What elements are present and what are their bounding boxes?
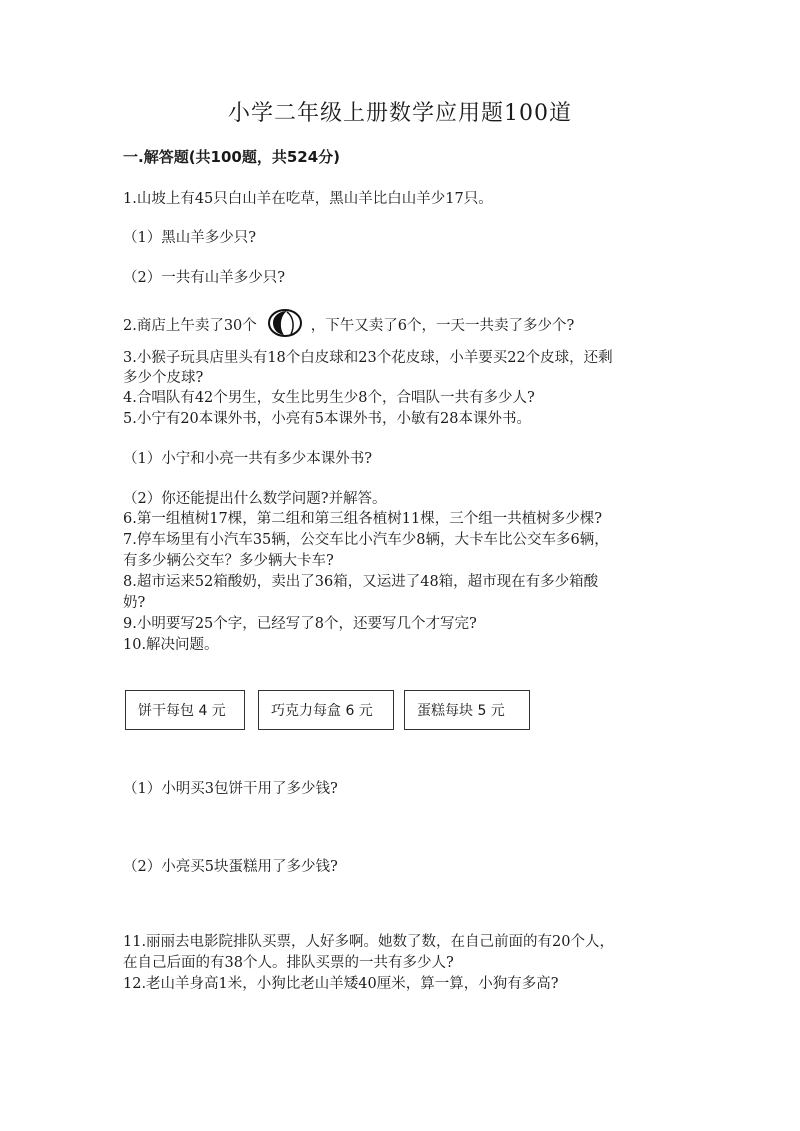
question-10: 10.解决问题。 [123, 637, 219, 653]
question-2-text-b: ，下午又卖了6个，一天一共卖了多少个? [310, 318, 575, 334]
question-1-part-2: （2）一共有山羊多少只? [123, 270, 285, 286]
question-11: 11.丽丽去电影院排队买票，人好多啊。她数了数，在自己前面的有20个人， [123, 934, 615, 950]
question-1-part-1: （1）黑山羊多少只? [123, 230, 256, 246]
question-4: 4.合唱队有42个男生，女生比男生少8个，合唱队一共有多少人? [123, 390, 535, 406]
question-1: 1.山坡上有45只白山羊在吃草，黑山羊比白山羊少17只。 [123, 191, 493, 207]
question-10-part-1: （1）小明买3包饼干用了多少钱? [123, 781, 338, 797]
question-8-cont: 奶? [123, 595, 146, 611]
melon-icon [267, 308, 303, 344]
price-box-cake: 蛋糕每块 5 元 [404, 690, 530, 730]
question-7-cont: 有多少辆公交车？多少辆大卡车? [123, 553, 334, 569]
question-12: 12.老山羊身高1米，小狗比老山羊矮40厘米，算一算，小狗有多高? [123, 976, 559, 992]
question-8: 8.超市运来52箱酸奶，卖出了36箱，又运进了48箱，超市现在有多少箱酸 [123, 574, 599, 590]
price-box-biscuit: 饼干每包 4 元 [125, 690, 245, 730]
question-11-cont: 在自己后面的有38个人。排队买票的一共有多少人? [123, 955, 454, 971]
question-7: 7.停车场里有小汽车35辆，公交车比小汽车少8辆，大卡车比公交车多6辆， [123, 532, 609, 548]
question-3: 3.小猴子玩具店里头有18个白皮球和23个花皮球，小羊要买22个皮球，还剩 [123, 350, 613, 366]
question-10-part-2: （2）小亮买5块蛋糕用了多少钱? [123, 859, 338, 875]
question-5-part-1: （1）小宁和小亮一共有多少本课外书? [123, 451, 372, 467]
question-3-cont: 多少个皮球? [123, 370, 204, 386]
page-title: 小学二年级上册数学应用题100道 [228, 101, 572, 126]
price-box-chocolate: 巧克力每盒 6 元 [258, 690, 394, 730]
question-2-text-a: 2.商店上午卖了30个 [123, 318, 257, 334]
section-title: 一.解答题(共100题，共524分) [123, 148, 341, 166]
question-6: 6.第一组植树17棵，第二组和第三组各植树11棵，三个组一共植树多少棵? [123, 511, 603, 527]
question-2 [123, 308, 574, 344]
question-9: 9.小明要写25个字，已经写了8个，还要写几个才写完? [123, 616, 477, 632]
question-5-part-2: （2）你还能提出什么数学问题?并解答。 [123, 491, 387, 507]
question-5: 5.小宁有20本课外书，小亮有5本课外书，小敏有28本课外书。 [123, 411, 531, 427]
